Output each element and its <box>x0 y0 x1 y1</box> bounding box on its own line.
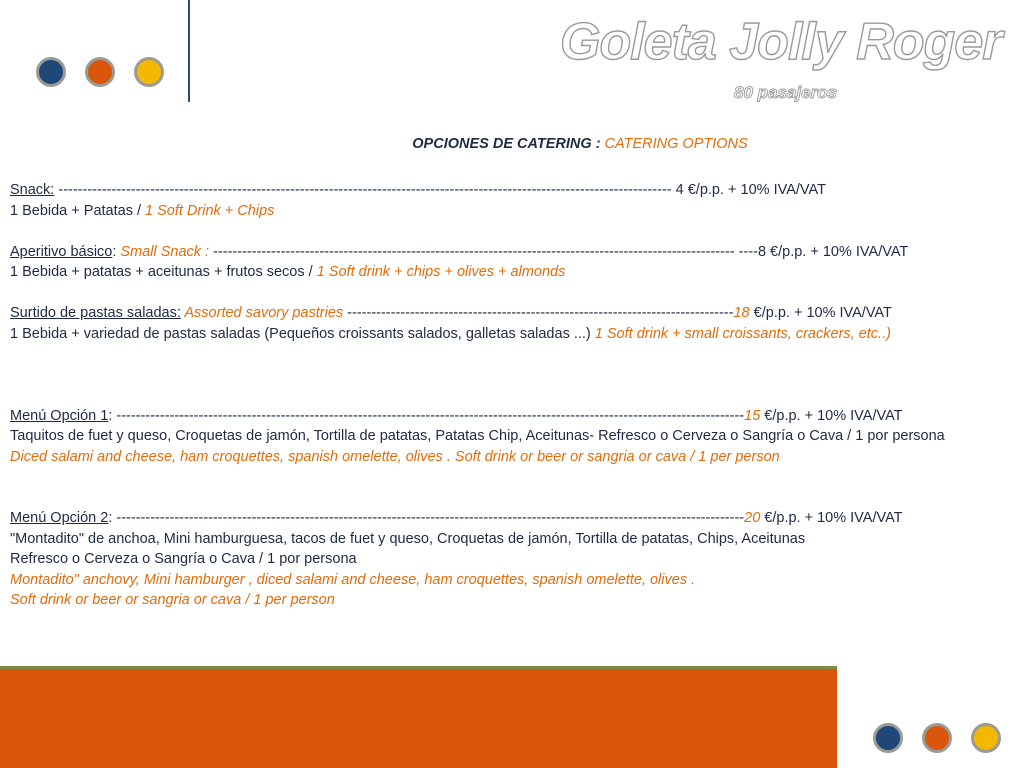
menu2-label: Menú Opción 2 <box>10 510 109 526</box>
menu2-desc-es-2: Refresco o Cerveza o Sangría o Cava / 1 por persona <box>10 551 357 567</box>
navy-dot-icon <box>36 57 66 87</box>
heading-es: OPCIONES DE CATERING : <box>412 136 605 152</box>
snack-line <box>10 180 1015 201</box>
menu2-desc-en-2: Soft drink or beer or sangria or cava / 1 per person <box>10 592 335 608</box>
menu2-line <box>10 508 1015 529</box>
menu1-desc-en: Diced salami and cheese, ham croquettes, spanish omelette, olives . Soft drink or beer or sangria or cava / 1 per person <box>10 448 780 465</box>
gold-dot-icon <box>134 57 164 87</box>
header-divider <box>188 0 190 102</box>
catering-options <box>10 180 1015 611</box>
menu1-dashes: ---------------------------------------------------------------------------------------------------------------------------------- <box>112 407 745 424</box>
snack-price: 4 €/p.p. + 10% IVA/VAT <box>675 182 826 198</box>
menu2-price-num: 20 <box>744 510 761 526</box>
navy-dot-icon <box>873 723 903 753</box>
menu1-price-num: 15 <box>744 407 761 424</box>
menu2-dashes: ---------------------------------------------------------------------------------------------------------------------------------- <box>112 510 745 526</box>
aperitivo-label-en: Small Snack : <box>120 243 210 260</box>
heading-en: CATERING OPTIONS <box>604 136 748 152</box>
orange-dot-icon <box>85 57 115 87</box>
menu2-price: €/p.p. + 10% IVA/VAT <box>760 510 903 526</box>
snack-dashes: ------------------------------------------------------------------------------------------------------------------------------- <box>54 182 676 198</box>
page-title: Goleta Jolly Roger <box>560 13 1002 71</box>
menu1-desc-es: Taquitos de fuet y queso, Croquetas de jamón, Tortilla de patatas, Patatas Chip, Aceitunas- Refresco o Cerveza o Sangría o Cava / 1 por persona <box>10 428 945 444</box>
snack-desc-en: 1 Soft Drink + Chips <box>145 202 275 219</box>
menu1-colon: : <box>108 407 113 424</box>
surtido-price: €/p.p. + 10% IVA/VAT <box>749 305 892 321</box>
menu1-label: Menú Opción 1 <box>10 407 109 424</box>
snack-desc <box>10 201 1015 222</box>
surtido-desc <box>10 324 1015 345</box>
surtido-price-num: 18 <box>733 305 750 321</box>
snack-label: Snack: <box>10 182 55 198</box>
menu2-desc-es-1: "Montadito" de anchoa, Mini hamburguesa, tacos de fuet y queso, Croquetas de jamón, Tortilla de patatas, Chips, Aceitunas <box>10 530 806 547</box>
surtido-label-en: Assorted savory pastries <box>180 305 348 321</box>
gold-dot-icon <box>971 723 1001 753</box>
aperitivo-dashes: ------------------------------------------------------------------------------------------------------------ <box>209 243 739 260</box>
surtido-dashes: -------------------------------------------------------------------------------- <box>347 305 734 321</box>
aperitivo-desc-en: 1 Soft drink + chips + olives + almonds <box>316 264 566 280</box>
surtido-label: Surtido de pastas saladas: <box>10 305 181 321</box>
orange-dot-icon <box>922 723 952 753</box>
footer-bar <box>0 666 837 768</box>
aperitivo-line <box>10 242 1015 263</box>
aperitivo-price: ----8 €/p.p. + 10% IVA/VAT <box>738 243 909 260</box>
page-subtitle: 80 pasajeros <box>734 83 838 102</box>
menu2-colon: : <box>108 510 113 526</box>
aperitivo-label: Aperitivo básico <box>10 243 113 260</box>
surtido-line <box>10 303 1015 324</box>
menu1-price: €/p.p. + 10% IVA/VAT <box>760 407 903 424</box>
snack-desc-es: 1 Bebida + Patatas / <box>10 202 146 219</box>
menu1-line <box>10 406 1015 427</box>
aperitivo-desc <box>10 262 1015 283</box>
menu2-desc-en-1: Montadito" anchovy, Mini hamburger , diced salami and cheese, ham croquettes, spanish omelette, olives . <box>10 571 696 588</box>
surtido-desc-es: 1 Bebida + variedad de pastas saladas (Pequeños croissants salados, galletas saladas ...) <box>10 325 595 342</box>
aperitivo-colon: : <box>112 243 121 260</box>
catering-heading <box>0 136 1024 152</box>
aperitivo-desc-es: 1 Bebida + patatas + aceitunas + frutos secos / <box>10 264 317 280</box>
surtido-desc-en: 1 Soft drink + small croissants, crackers, etc..) <box>594 325 891 342</box>
